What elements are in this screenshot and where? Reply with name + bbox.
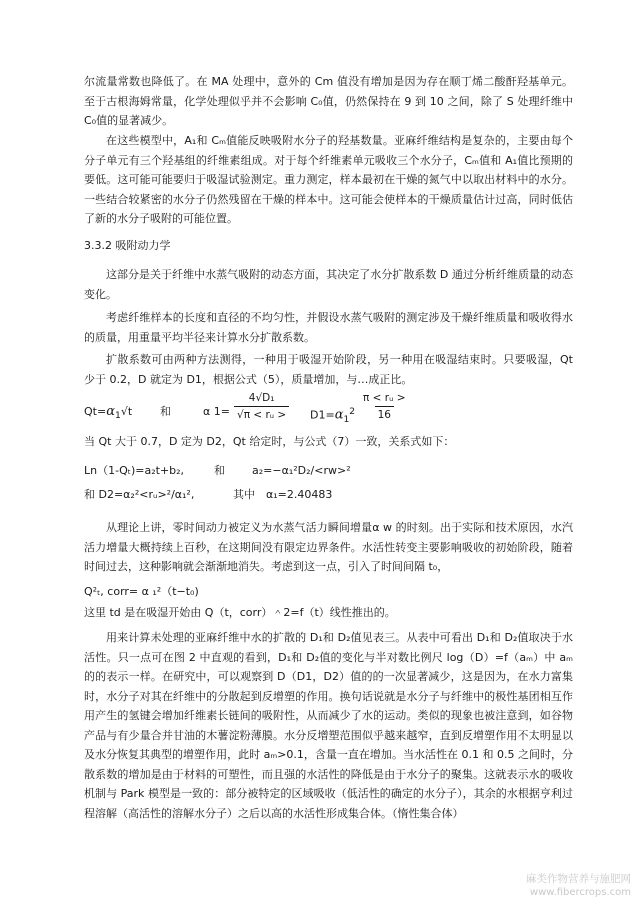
formula-alpha1-fraction: $\frac{\text{4√D₁}}{\text{√π < rᵤ >}}$ xyxy=(234,391,289,422)
formula-and-2: 和 xyxy=(214,464,225,477)
paragraph-diffusion-results: 用来计算未处理的亚麻纤维中水的扩散的 D₁和 D₂值见表三。从表中可看出 D₁和 D₂值取决于水活性。只一点可在图 2 中直观的看到，D₁和 D₂值的变化与半对数比例尺 log（D）=f（aₘ）中 aₘ的的表示一样。在研究中，可以观察到 D（D1，D2）值的的一次显著减少，这是因为，在水力富集时，水分子对其在纤维中的分散起到反增塑的作用。换句话说就是水分子与纤维中的极性基团相互作用产生的氢键会增加纤维素长链间的吸附性，从而减少了水的运动。类似的现象也被注意到，如谷物产品与有少量合并甘油的木薯淀粉薄膜。水分反增塑范围似乎越来越窄，直到反增塑作用不太明显以及水分恢复其典型的增塑作用，此时 aₘ>0.1，含量一直在增加。当水活性在 0.1 和 0.5 之间时，分散系数的增加是由于材料的可塑性，而且强的水活性的降低是由于水分子的聚集。这就表示水的吸收机制与 Park 模型是一致的：部分被特定的区域吸收（低活性的确定的水分子），其余的水根据亨利过程溶解（高活性的溶解水分子）之后以高的水活性形成集合体。（惰性集合体） xyxy=(84,631,573,820)
formula-q-corr: Q²ₜ, corr= α ₁²（t−t₀) xyxy=(84,585,199,598)
formula-where: 其中 xyxy=(233,488,255,501)
formula-and-1: 和 xyxy=(160,405,171,418)
formula-a2: a₂=−α₁²D₂/<rw>² xyxy=(252,464,351,477)
watermark-title: 麻类作物营养与施肥网 xyxy=(526,873,631,885)
formula-alpha1-label: α 1= xyxy=(203,405,230,418)
formula-d2: 和 D2=α₂²<rᵤ>²/α₁², xyxy=(84,488,195,501)
site-watermark xyxy=(526,873,631,899)
paragraph-hydroxyl-groups: 在这些模型中，A₁和 Cₘ值能反映吸附水分子的羟基数量。亚麻纤维结构是复杂的，主要由每个分子单元有三个羟基组的纤维素组成。对于每个纤维素单元吸收三个水分子，Cₘ值和 A₁值比预期的要低。这可能可能要归于吸湿试验测定。重力测定，样本最初在干燥的氮气中以取出材料中的水分。一些结合较紧密的水分子仍然残留在干燥的样本中。这可能会使样本的干燥质量估计过高，同时低估了新的水分子吸附的可能位置。 xyxy=(84,134,573,225)
formula-ln: Ln（1-Qₜ)=a₂t+b₂, xyxy=(84,464,185,477)
paragraph-two-methods: 扩散系数可由两种方法测得，一种用于吸湿开始阶段，另一种用在吸湿结束时。只要吸湿，Qt 少于 0.2，D 就定为 D1，根据公式（5），质量增加，与…成正比。 xyxy=(84,353,573,386)
paragraph-models-intro: 尔流量常数也降低了。在 MA 处理中，意外的 Cm 值没有增加是因为存在顺丁烯二酸酐羟基单元。至于古根海姆常量，化学处理似乎并不会影响 C₀值，仍然保持在 9 到 10 之间，除了 S 处理纤维中 C₀值的显著减少。 xyxy=(84,75,573,127)
section-heading: 3.3.2 吸附动力学 xyxy=(84,239,171,252)
paragraph-dynamics-intro: 这部分是关于纤维中水蒸气吸附的动态方面，其决定了水分扩散系数 D 通过分析纤维质量的动态变化。 xyxy=(84,268,573,301)
formula-qt: $Qt=\alpha_1√t$ xyxy=(84,404,133,422)
paragraph-td-definition: 这里 td 是在吸湿开始由 Q（t，corr）＾2=f（t）线性推出的。 xyxy=(84,606,396,619)
formula-alpha-constant: α₁=2.40483 xyxy=(266,488,333,501)
paragraph-d2-condition: 当 Qt 大于 0.7，D 定为 D2，Qt 给定时，与公式（7）一致，关系式如下： xyxy=(84,435,455,448)
paragraph-weight-radius: 考虑纤维样本的长度和直径的不均匀性，并假设水蒸气吸附的测定涉及干燥纤维质量和吸收得水的质量，用重量平均半径来计算水分扩散系数。 xyxy=(84,311,573,344)
formula-d1: $D1=\alpha_1^2$ xyxy=(310,406,356,425)
paragraph-time-zero: 从理论上讲，零时间动力被定义为水蒸气活力瞬间增量α w 的时刻。出于实际和技术原因，水汽活力增量大概持续上百秒，在这期间没有限定边界条件。水活性转变主要影响吸收的初始阶段，随着时间过去，这种影响就会渐渐地消失。考虑到这一点，引入了时间间隔 t₀， xyxy=(84,521,573,573)
formula-d1-fraction: $\frac{\text{π < rᵤ >}}{16}$ xyxy=(363,392,406,421)
watermark-url: www.fibercrops.com xyxy=(529,887,631,898)
